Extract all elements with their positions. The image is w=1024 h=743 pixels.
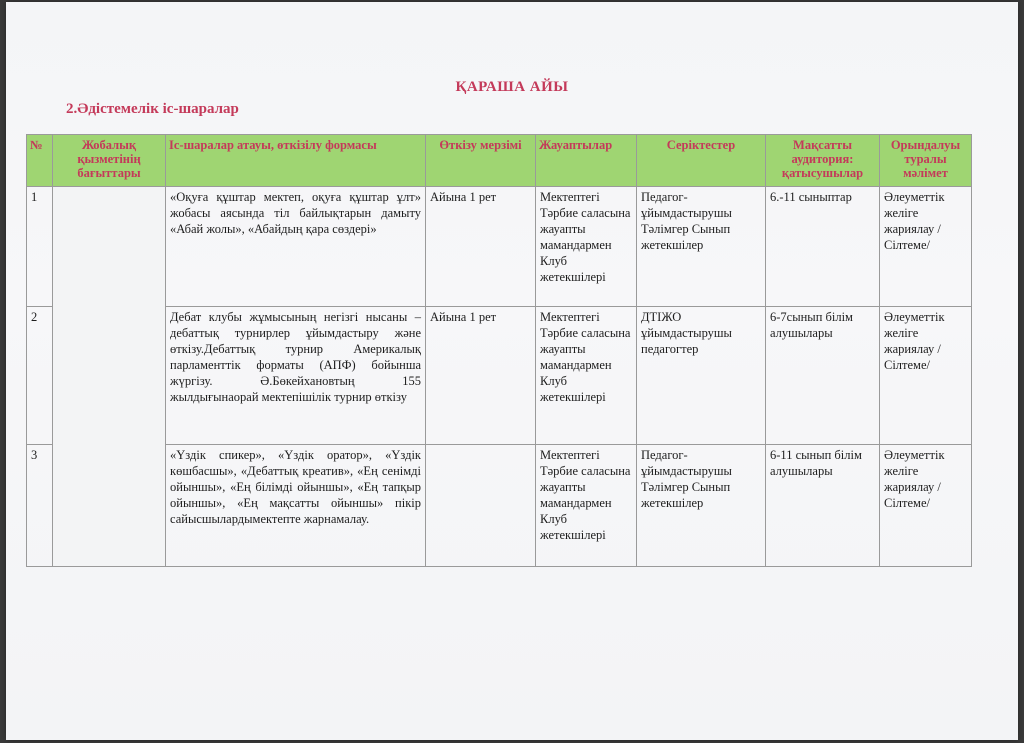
section-title: 2.Әдістемелік іс-шаралар bbox=[66, 101, 239, 117]
col-header-term: Өткізу мерзімі bbox=[426, 135, 536, 187]
result-cell: Әлеуметтік желіге жариялау /Сілтеме/ bbox=[880, 307, 972, 445]
table-row bbox=[27, 445, 972, 567]
row-number: 2 bbox=[27, 307, 53, 445]
table-row bbox=[27, 187, 972, 307]
partners-cell: Педагог-ұйымдастырушы Тәлімгер Сынып жетекшілер bbox=[637, 445, 766, 567]
activity-cell: «Оқуға құштар мектеп, оқуға құштар ұлт» жобасы аясында тіл байлықтарын дамыту «Абай жолы», «Абайдың қара сөздері» bbox=[166, 187, 426, 307]
col-header-direction: Жобалық қызметінің бағыттары bbox=[53, 135, 166, 187]
events-table bbox=[26, 134, 972, 567]
activity-cell: Дебат клубы жұмысының негізгі нысаны – дебаттық турнирлер ұйымдастыру және өткізу.Дебаттық турнир Америкалық парламенттік форматы (АПФ) бойынша жүргізу. Ә.Бөкейхановтың 155 жылдығынаорай мектепішілік турнир өткізу bbox=[166, 307, 426, 445]
table-header-row bbox=[27, 135, 972, 187]
term-cell bbox=[426, 445, 536, 567]
result-cell: Әлеуметтік желіге жариялау /Сілтеме/ bbox=[880, 187, 972, 307]
row-number: 1 bbox=[27, 187, 53, 307]
month-title: ҚАРАША АЙЫ bbox=[455, 79, 569, 95]
col-header-responsible: Жауаптылар bbox=[536, 135, 637, 187]
col-header-audience: Мақсатты аудитория: қатысушылар bbox=[766, 135, 880, 187]
col-header-result: Орындалуы туралы мәлімет bbox=[880, 135, 972, 187]
direction-cell bbox=[53, 187, 166, 567]
partners-cell: ДТІЖО ұйымдастырушы педагогтер bbox=[637, 307, 766, 445]
audience-cell: 6-7сынып білім алушылары bbox=[766, 307, 880, 445]
audience-cell: 6.-11 сыныптар bbox=[766, 187, 880, 307]
responsible-cell: Мектептегі Тәрбие саласына жауапты мамандармен Клуб жетекшілері bbox=[536, 445, 637, 567]
col-header-partners: Серіктестер bbox=[637, 135, 766, 187]
col-header-activity: Іс-шаралар атауы, өткізілу формасы bbox=[166, 135, 426, 187]
responsible-cell: Мектептегі Тәрбие саласына жауапты мамандармен Клуб жетекшілері bbox=[536, 307, 637, 445]
partners-cell: Педагог-ұйымдастырушы Тәлімгер Сынып жетекшілер bbox=[637, 187, 766, 307]
term-cell: Айына 1 рет bbox=[426, 187, 536, 307]
table-row bbox=[27, 307, 972, 445]
col-header-number: № bbox=[27, 135, 53, 187]
result-cell: Әлеуметтік желіге жариялау /Сілтеме/ bbox=[880, 445, 972, 567]
responsible-cell: Мектептегі Тәрбие саласына жауапты мамандармен Клуб жетекшілері bbox=[536, 187, 637, 307]
term-cell: Айына 1 рет bbox=[426, 307, 536, 445]
row-number: 3 bbox=[27, 445, 53, 567]
activity-cell: «Үздік спикер», «Үздік оратор», «Үздік көшбасшы», «Дебаттық креатив», «Ең сенімді ойыншы», «Ең білімді ойыншы», «Ең тапқыр ойыншы», «Ең мақсатты ойыншы» пікір сайысшылардымектепте жарнамалау. bbox=[166, 445, 426, 567]
audience-cell: 6-11 сынып білім алушылары bbox=[766, 445, 880, 567]
